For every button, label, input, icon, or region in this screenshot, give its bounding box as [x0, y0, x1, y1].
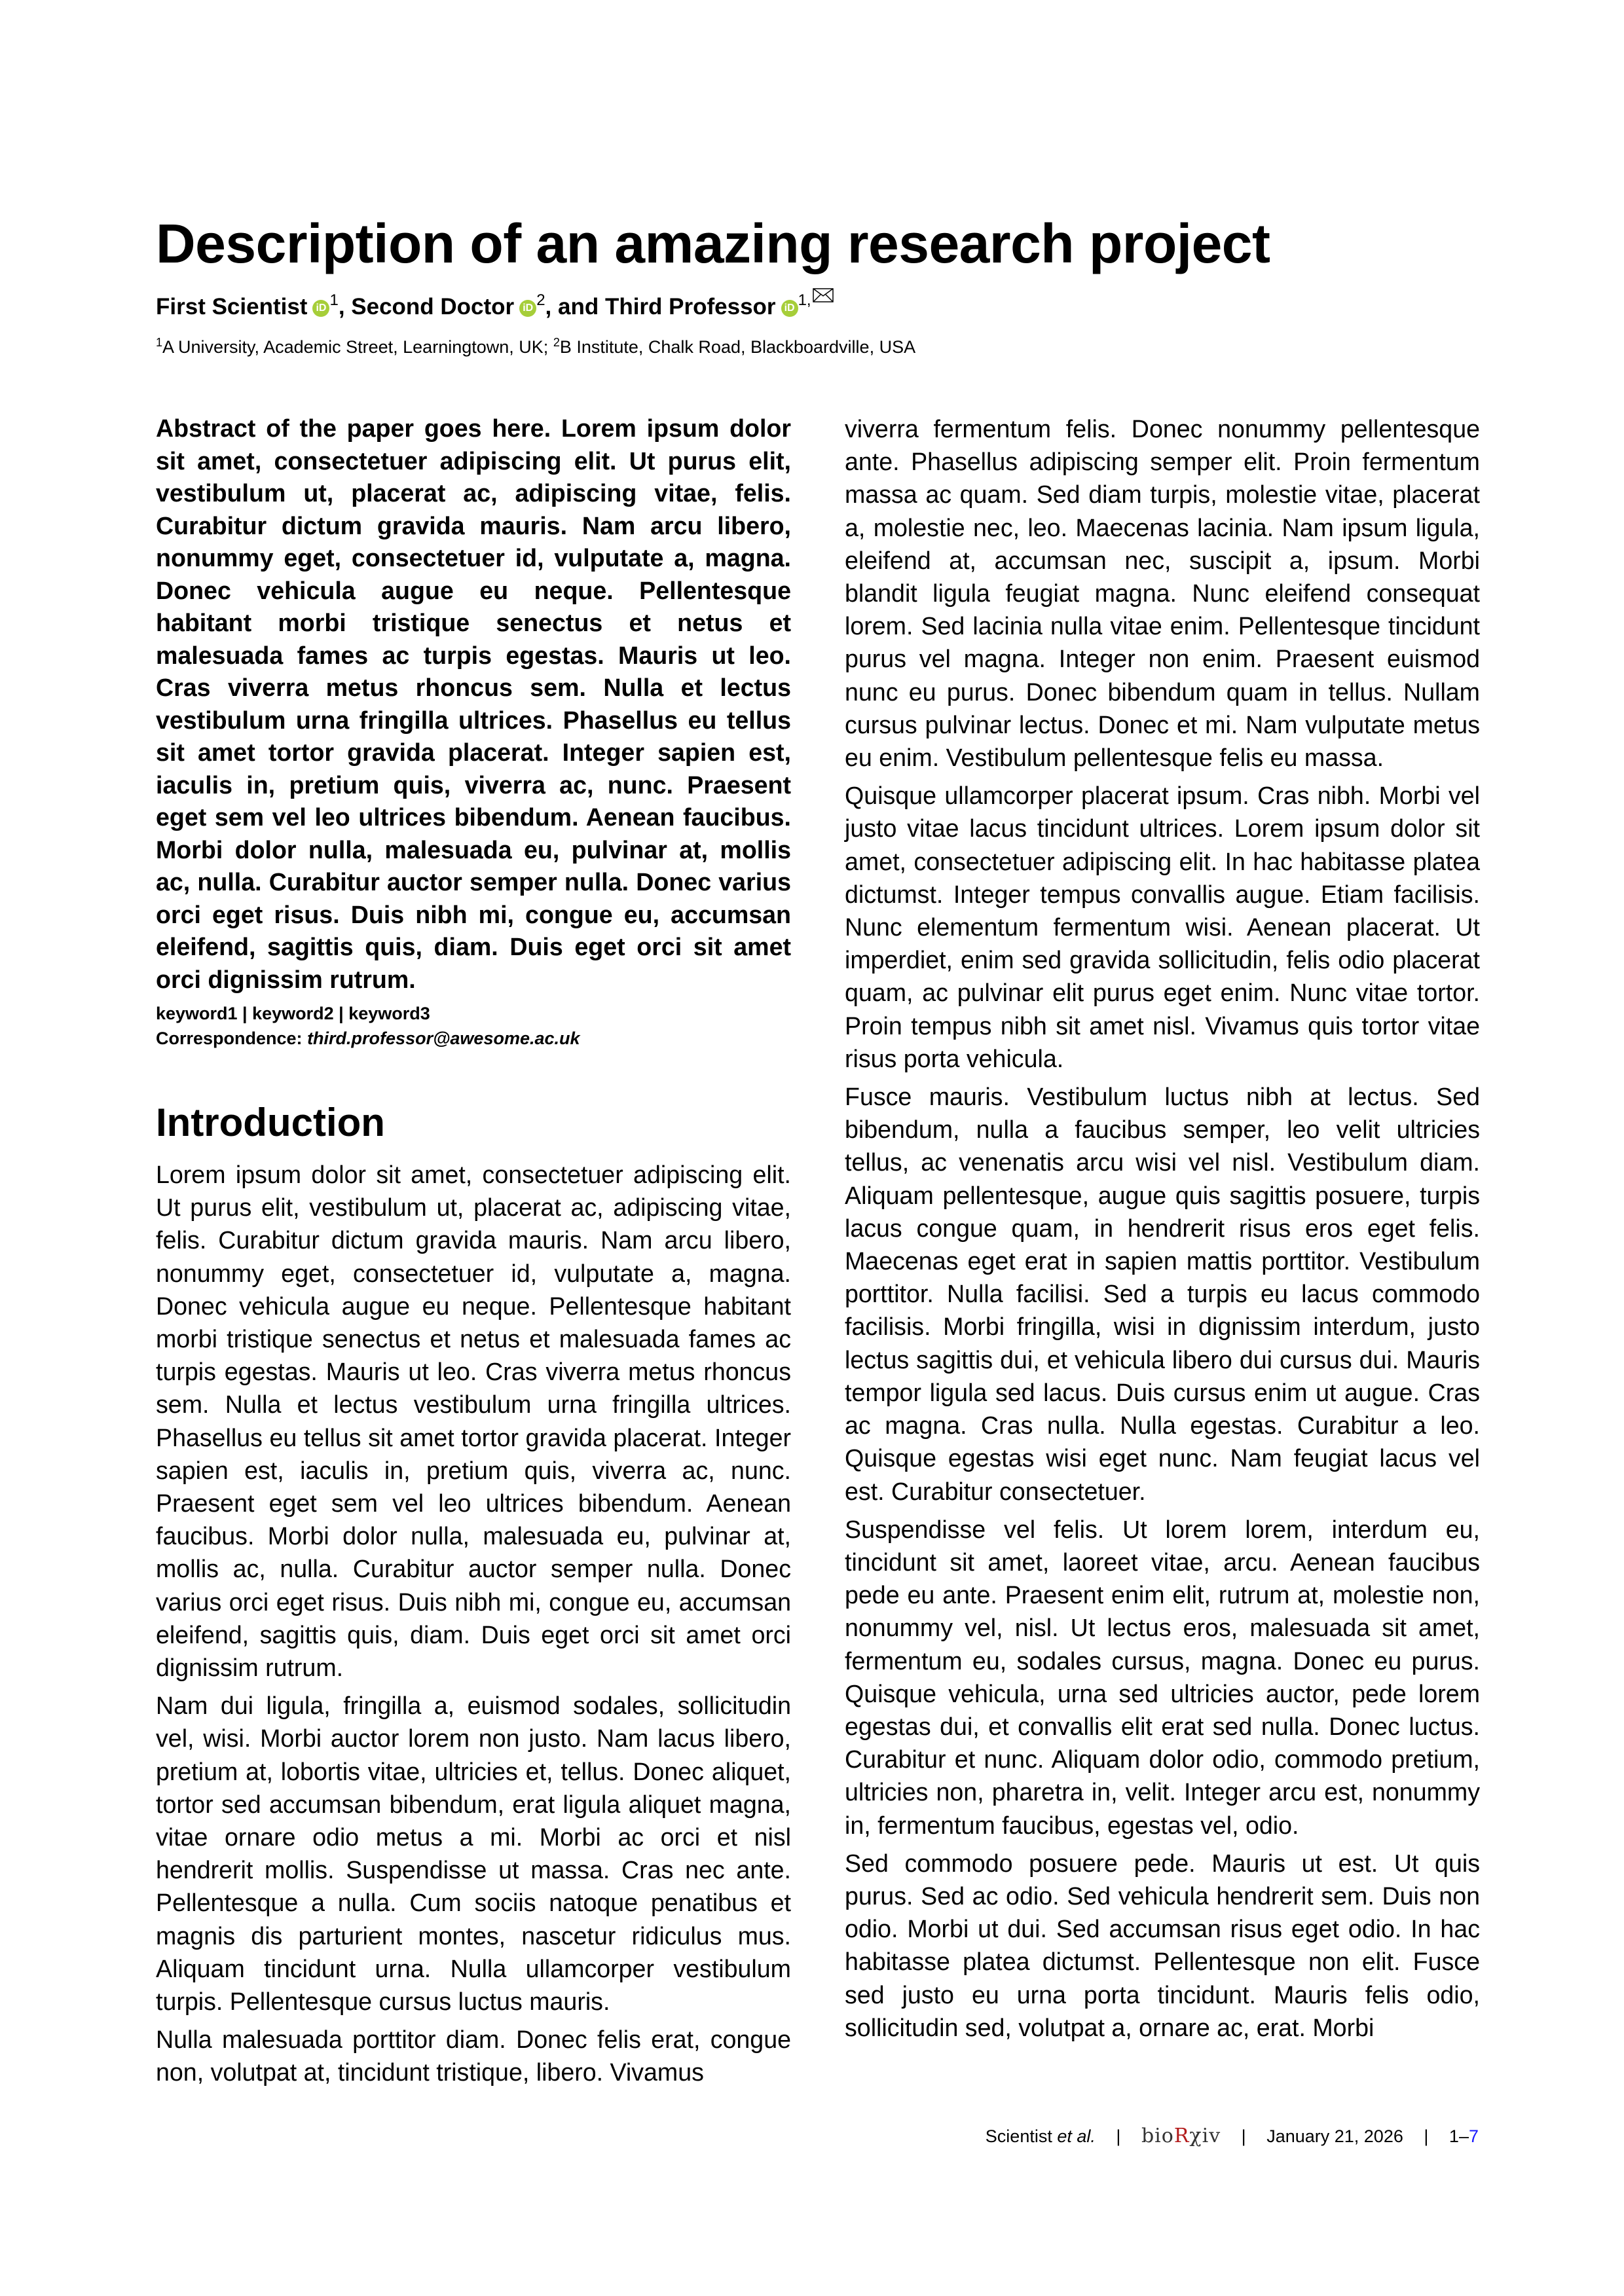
affiliation-1: A University, Academic Street, Learningtown, UK;	[162, 337, 549, 357]
body-paragraph: Fusce mauris. Vestibulum luctus nibh at lectus. Sed bibendum, nulla a faucibus semper, leo velit ultricies tellus, ac venenatis arcu wisi vel nisl. Vestibulum diam. Aliquam pellentesque, augue quis sagittis posuere, turpis lacus congue quam, in hendrerit risus eros eget felis. Maecenas eget erat in sapien mattis porttitor. Vestibulum porttitor. Nulla facilisi. Sed a turpis eu lacus commodo facilisis. Morbi fringilla, wisi in dignissim interdum, justo lectus sagittis dui, et vehicula libero dui cursus dui. Mauris tempor ligula sed lacus. Duis cursus enim ut augue. Cras ac magna. Cras nulla. Nulla egestas. Curabitur a leo. Quisque egestas wisi eget nunc. Nam feugiat lacus vel est. Curabitur consectetuer.	[845, 1083, 1480, 1505]
body-paragraph: Nam dui ligula, fringilla a, euismod sodales, sollicitudin vel, wisi. Morbi auctor lorem non justo. Nam lacus libero, pretium at, lobortis vitae, ultricies et, tellus. Donec aliquet, tortor sed accumsan bibendum, erat ligula aliquet magna, vitae ornare odio metus a mi. Morbi ac orci et nisl hendrerit mollis. Suspendisse ut massa. Cras nec ante. Pellentesque a nulla. Cum sociis natoque penatibus et magnis dis parturient montes, nascetur ridiculus mus. Aliquam tincidunt urna. Nulla ullamcorper vestibulum turpis. Pellentesque cursus luctus mauris.	[156, 1692, 791, 2016]
paper-meta	[156, 1001, 791, 1051]
affiliations	[156, 335, 1479, 359]
body-paragraph: Sed commodo posuere pede. Mauris ut est. Ut quis purus. Sed ac odio. Sed vehicula hendrerit sem. Duis non odio. Morbi ut dui. Sed accumsan risus eget odio. In hac habitasse platea dictumst. Pellentesque non elit. Fusce sed justo eu urna porta tincidunt. Mauris felis odio, sollicitudin sed, volutpat a, ornare ac, erat. Morbi	[845, 1849, 1480, 2041]
orcid-icon[interactable]: iD	[312, 300, 329, 317]
page-current: 1–	[1449, 2126, 1469, 2146]
page-number	[1449, 2126, 1479, 2146]
biorxiv-logo-part: χiv	[1189, 2124, 1221, 2147]
orcid-icon[interactable]: iD	[781, 300, 798, 317]
body-paragraph: viverra fermentum felis. Donec nonummy pellentesque ante. Phasellus adipiscing semper elit. Proin fermentum massa ac quam. Sed diam turpis, molestie vitae, placerat a, molestie nec, leo. Maecenas lacinia. Nam ipsum ligula, eleifend at, accumsan nec, suscipit a, ipsum. Morbi blandit ligula feugiat magna. Nunc eleifend consequat lorem. Sed lacinia nulla vitae enim. Pellentesque tincidunt purus vel magna. Integer non enim. Praesent euismod nunc eu purus. Donec bibendum quam in tellus. Nullam cursus pulvinar lectus. Donec et mi. Nam vulputate metus eu enim. Vestibulum pellentesque felis eu massa.	[845, 415, 1480, 772]
correspondence	[156, 1026, 791, 1051]
correspondence-email[interactable]: third.professor@awesome.ac.uk	[307, 1029, 580, 1048]
paper-title: Description of an amazing research project	[156, 213, 1270, 275]
author-affil-sup: 1	[329, 291, 339, 309]
body-paragraph: Nulla malesuada porttitor diam. Donec felis erat, congue non, volutpat at, tincidunt tristique, libero. Vivamus	[156, 2026, 791, 2086]
left-column	[156, 412, 791, 2094]
author-name: Second Doctor	[351, 294, 515, 319]
correspondence-label: Correspondence:	[156, 1029, 303, 1048]
author-affil-sup: 1,	[798, 291, 811, 309]
footer-separator: |	[1241, 2126, 1246, 2146]
body-paragraph: Lorem ipsum dolor sit amet, consectetuer adipiscing elit. Ut purus elit, vestibulum ut, placerat ac, adipiscing vitae, felis. Curabitur dictum gravida mauris. Nam arcu libero, nonummy eget, consectetuer id, vulputate a, magna. Donec vehicula augue eu neque. Pellentesque habitant morbi tristique senectus et netus et malesuada fames ac turpis egestas. Mauris ut leo. Cras viverra metus rhoncus sem. Nulla et lectus vestibulum urna fringilla ultrices. Phasellus eu tellus sit amet tortor gravida placerat. Integer sapien est, iaculis in, pretium quis, viverra ac, nunc. Praesent eget sem vel leo ultrices bibendum. Aenean faucibus. Morbi dolor nulla, malesuada eu, pulvinar at, mollis ac, nulla. Curabitur auctor semper nulla. Donec varius orci eget risus. Duis nibh mi, congue eu, accumsan eleifend, sagittis quis, diam. Duis eget orci sit amet orci dignissim rutrum.	[156, 1161, 791, 1682]
body-paragraph: Quisque ullamcorper placerat ipsum. Cras nibh. Morbi vel justo vitae lacus tincidunt ultrices. Lorem ipsum dolor sit amet, consectetuer adipiscing elit. In hac habitasse platea dictumst. Integer tempus convallis augue. Etiam facilisis. Nunc elementum fermentum wisi. Aenean placerat. Ut imperdiet, enim sed gravida sollicitudin, felis odio placerat quam, ac pulvinar elit purus eget enim. Nunc vitae tortor. Proin tempus nibh sit amet nisl. Vivamus quis tortor vitae risus porta vehicula.	[845, 782, 1480, 1072]
orcid-icon[interactable]: iD	[519, 300, 536, 317]
section-heading: Introduction	[156, 1101, 385, 1144]
page-footer	[986, 2124, 1479, 2147]
author-list	[156, 280, 1479, 322]
right-column	[845, 412, 1480, 2049]
biorxiv-logo-r: R	[1173, 2124, 1190, 2147]
author-affil-sup: 2	[536, 291, 545, 309]
affil-sup: 1	[156, 336, 163, 349]
biorxiv-logo-part: bio	[1141, 2124, 1174, 2147]
author-separator: ,	[338, 294, 352, 319]
author-name: First Scientist	[156, 294, 308, 319]
footer-separator: |	[1424, 2126, 1429, 2146]
body-paragraph: Suspendisse vel felis. Ut lorem lorem, interdum eu, tincidunt sit amet, laoreet vitae, arcu. Aenean faucibus pede eu ante. Praesent enim elit, rutrum at, molestie non, nonummy vel, nisl. Ut lectus eros, malesuada sit amet, fermentum eu, sodales cursus, magna. Donec eu purus. Quisque vehicula, urna sed ultricies auctor, pede lorem egestas dui, et convallis elit erat sed nulla. Donec luctus. Curabitur et nunc. Aliquam dolor odio, commodo pretium, ultricies non, pharetra in, velit. Integer arcu est, nonummy in, fermentum faucibus, egestas vel, odio.	[845, 1515, 1480, 1839]
author-name: Third Professor	[604, 294, 776, 319]
envelope-icon[interactable]	[813, 280, 834, 310]
footer-date: January 21, 2026	[1266, 2126, 1403, 2146]
biorxiv-logo	[1141, 2124, 1221, 2147]
keywords: keyword1 | keyword2 | keyword3	[156, 1004, 430, 1023]
affil-sup: 2	[553, 336, 560, 349]
page-total-link[interactable]: 7	[1468, 2126, 1479, 2146]
footer-etal: et al.	[1057, 2126, 1096, 2146]
author-separator: , and	[545, 294, 605, 319]
abstract: Abstract of the paper goes here. Lorem ipsum dolor sit amet, consectetuer adipiscing elit. Ut purus elit, vestibulum ut, placerat ac, adipiscing vitae, felis. Curabitur dictum gravida mauris. Nam arcu libero, nonummy eget, consectetuer id, vulputate a, magna. Donec vehicula augue eu neque. Pellentesque habitant morbi tristique senectus et netus et malesuada fames ac turpis egestas. Mauris ut leo. Cras viverra metus rhoncus sem. Nulla et lectus vestibulum urna fringilla ultrices. Phasellus eu tellus sit amet tortor gravida placerat. Integer sapien est, iaculis in, pretium quis, viverra ac, nunc. Praesent eget sem vel leo ultrices bibendum. Aenean faucibus. Morbi dolor nulla, malesuada eu, pulvinar at, mollis ac, nulla. Curabitur auctor semper nulla. Donec varius orci eget risus. Duis nibh mi, congue eu, accumsan eleifend, sagittis quis, diam. Duis eget orci sit amet orci dignissim rutrum.	[156, 414, 791, 993]
footer-author: Scientist	[985, 2126, 1052, 2146]
affiliation-2: B Institute, Chalk Road, Blackboardville, USA	[559, 337, 916, 357]
footer-separator: |	[1116, 2126, 1121, 2146]
